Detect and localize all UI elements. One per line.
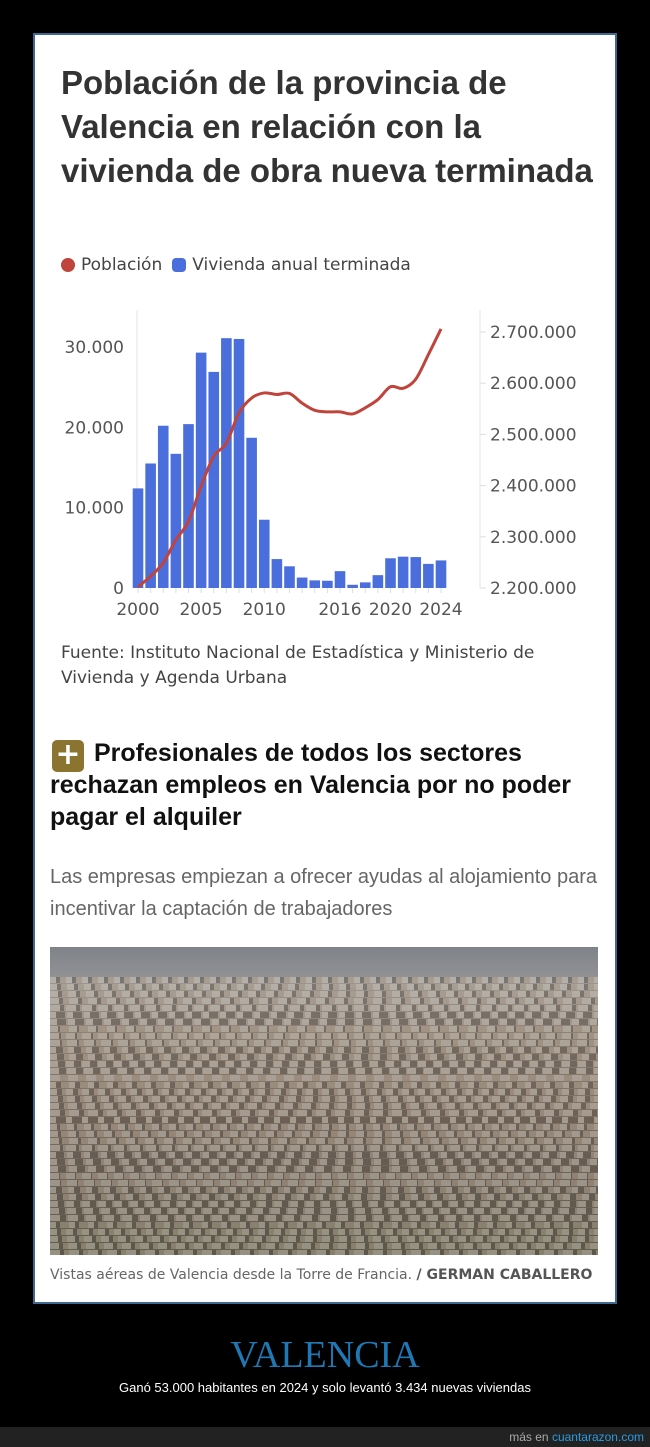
photo-texture [50,1229,598,1235]
bar-vivienda-2003 [171,454,182,588]
bar-vivienda-2011 [272,559,283,588]
y-left-tick-label: 30.000 [64,338,124,358]
y-right-tick-label: 2.600.000 [490,374,577,395]
photo-texture [50,1208,598,1214]
photo-texture [50,1026,598,1032]
bar-vivienda-2020 [385,558,396,588]
chart [40,300,600,620]
photo-texture [50,1159,598,1165]
y-right-tick-label: 2.300.000 [490,527,577,548]
photo-texture [50,1040,598,1046]
bar-vivienda-2012 [284,566,295,588]
photo-texture [50,1019,598,1025]
legend-dot-poblacion [61,258,75,272]
bar-vivienda-2009 [246,438,257,588]
photo-texture [50,1033,598,1039]
article-headline[interactable]: Profesionales de todos los sectores rechazan empleos en Valencia por no poder pagar el alquiler [50,739,571,831]
photo-texture [50,1061,598,1067]
photo-texture [50,1194,598,1200]
photo-texture [50,984,598,990]
photo-texture [50,991,598,997]
bar-vivienda-2000 [133,488,144,588]
photo-texture [50,1110,598,1116]
photo-texture [50,1243,598,1249]
bar-vivienda-2023 [423,564,434,588]
bar-vivienda-2019 [373,575,384,588]
footer [0,1427,650,1447]
y-left-tick-label: 0 [113,579,124,599]
photo-texture [50,1082,598,1088]
valencia-aerial-photo [50,947,598,1255]
chart-source: Fuente: Instituto Nacional de Estadística y Ministerio de Vivienda y Agenda Urbana [61,643,535,688]
bar-vivienda-2017 [347,585,358,588]
legend-dot-vivienda [172,258,186,272]
photo-texture [50,977,598,983]
photo-texture [50,1250,598,1255]
x-tick-label: 2010 [242,600,286,620]
photo-texture [50,1138,598,1144]
photo-texture [50,1005,598,1011]
bar-vivienda-2014 [309,580,320,588]
bar-vivienda-2016 [335,571,346,588]
bar-vivienda-2021 [398,557,409,588]
photo-texture [50,1215,598,1221]
photo-texture [50,1222,598,1228]
photo-credit: / GERMAN CABALLERO [416,1267,593,1283]
photo-texture [50,1145,598,1151]
photo-texture [50,1152,598,1158]
photo-texture [50,1187,598,1193]
footer-prefix: más en [509,1430,549,1444]
article-subtitle: Las empresas empiezan a ofrecer ayudas al alojamiento para incentivar la captación de trabajadores [50,866,597,920]
x-tick-label: 2024 [419,600,463,620]
bar-vivienda-2001 [145,463,156,588]
photo-texture [50,1103,598,1109]
caption-text: Vistas aéreas de Valencia desde la Torre de Francia. [50,1267,413,1283]
photo-texture [50,1180,598,1186]
bar-vivienda-2015 [322,581,333,588]
photo-texture [50,1047,598,1053]
photo-texture [50,1236,598,1242]
x-tick-label: 2005 [179,600,223,620]
photo-texture [50,1201,598,1207]
photo-texture [50,1068,598,1074]
chart-title: Población de la provincia de Valencia en relación con la vivienda de obra nueva terminada [61,64,593,189]
y-left-tick-label: 10.000 [64,498,124,519]
photo-texture [50,998,598,1004]
bar-vivienda-2013 [297,578,308,588]
meme-title: VALENCIA [230,1334,420,1376]
bar-vivienda-2006 [208,372,219,588]
bar-vivienda-2018 [360,582,371,588]
bar-vivienda-2004 [183,424,194,588]
photo-texture [50,1075,598,1081]
y-right-tick-label: 2.200.000 [490,579,577,599]
photo-texture [50,1054,598,1060]
site-link[interactable]: cuantarazon.com [551,1430,644,1444]
photo-texture [50,1089,598,1095]
legend-label-poblacion: Población [81,255,163,275]
photo-texture [50,1173,598,1179]
photo-caption [50,1267,592,1283]
chart-legend [61,255,411,275]
bar-vivienda-2005 [196,353,207,588]
x-tick-label: 2016 [318,600,362,620]
y-right-tick-label: 2.500.000 [490,425,577,446]
bar-vivienda-2024 [436,560,447,588]
bar-vivienda-2008 [234,339,245,588]
y-left-tick-label: 20.000 [64,418,124,439]
photo-texture [50,1131,598,1137]
photo-texture [50,1166,598,1172]
y-right-tick-label: 2.400.000 [490,476,577,497]
legend-label-vivienda: Vivienda anual terminada [192,255,411,275]
news-card [33,33,617,1304]
bar-vivienda-2010 [259,520,270,588]
x-tick-label: 2000 [116,600,160,620]
photo-texture [50,1124,598,1130]
photo-texture [50,1012,598,1018]
meme-text: Ganó 53.000 habitantes en 2024 y solo levantó 3.434 nuevas viviendas [119,1380,531,1395]
bar-vivienda-2007 [221,338,232,588]
bar-vivienda-2022 [410,557,421,588]
x-tick-label: 2020 [368,600,413,620]
photo-texture [50,1096,598,1102]
photo-texture [50,1117,598,1123]
y-right-tick-label: 2.700.000 [490,323,577,343]
plus-icon: + [52,740,84,772]
